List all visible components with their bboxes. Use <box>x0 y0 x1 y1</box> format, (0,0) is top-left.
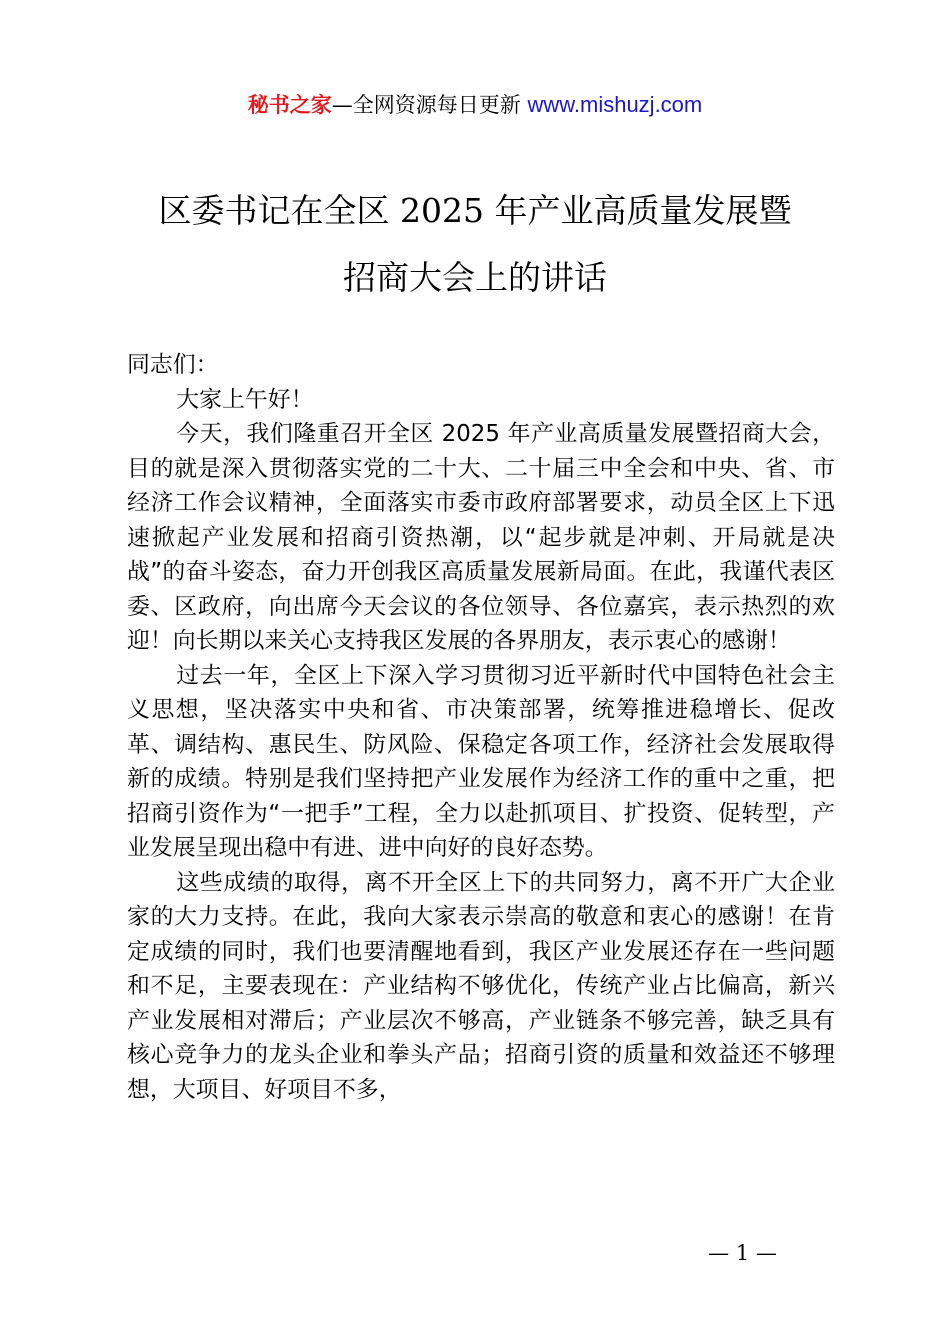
document-body <box>127 348 835 1107</box>
paragraph: 过去一年，全区上下深入学习贯彻习近平新时代中国特色社会主义思想，坚决落实中央和省、市决策部署，统筹推进稳增长、促改革、调结构、惠民生、防风险、保稳定各项工作，经济社会发展取得新的成绩。特别是我们坚持把产业发展作为经济工作的重中之重，把招商引资作为“一把手”工程，全力以赴抓项目、扩投资、促转型，产业发展呈现出稳中有进、进中向好的良好态势。 <box>127 662 835 861</box>
paragraph: 这些成绩的取得，离不开全区上下的共同努力，离不开广大企业家的大力支持。在此，我向大家表示崇高的敬意和衷心的感谢！在肯定成绩的同时，我们也要清醒地看到，我区产业发展还存在一些问题和不足，主要表现在：产业结构不够优化，传统产业占比偏高，新兴产业发展相对滞后；产业层次不够高，产业链条不够完善，缺乏具有核心竞争力的龙头企业和拳头产品；招商引资的质量和效益还不够理想，大项目、好项目不多， <box>127 869 835 1103</box>
paragraph: 今天，我们隆重召开全区 2025 年产业高质量发展暨招商大会，目的就是深入贯彻落实党的二十大、二十届三中全会和中央、省、市经济工作会议精神，全面落实市委市政府部署要求，动员全区上下迅速掀起产业发展和招商引资热潮，以“起步就是冲刺、开局就是决战”的奋斗姿态，奋力开创我区高质量发展新局面。在此，我谨代表区委、区政府，向出席今天会议的各位领导、各位嘉宾，表示热烈的欢迎！向长期以来关心支持我区发展的各界朋友，表示衷心的感谢！ <box>127 421 835 654</box>
document-title-line-1: 区委书记在全区 2025 年产业高质量发展暨 <box>158 191 792 230</box>
banner-slogan: —全网资源每日更新 <box>331 93 521 117</box>
site-banner <box>0 88 950 122</box>
page-number: — 1 — <box>708 1241 777 1265</box>
brand-name: 秘书之家 <box>247 93 332 117</box>
paragraph: 大家上午好！ <box>176 386 314 413</box>
site-url: www.mishuzj.com <box>527 92 703 117</box>
document-title-line-2: 招商大会上的讲话 <box>343 258 607 297</box>
salutation: 同志们： <box>127 352 219 378</box>
